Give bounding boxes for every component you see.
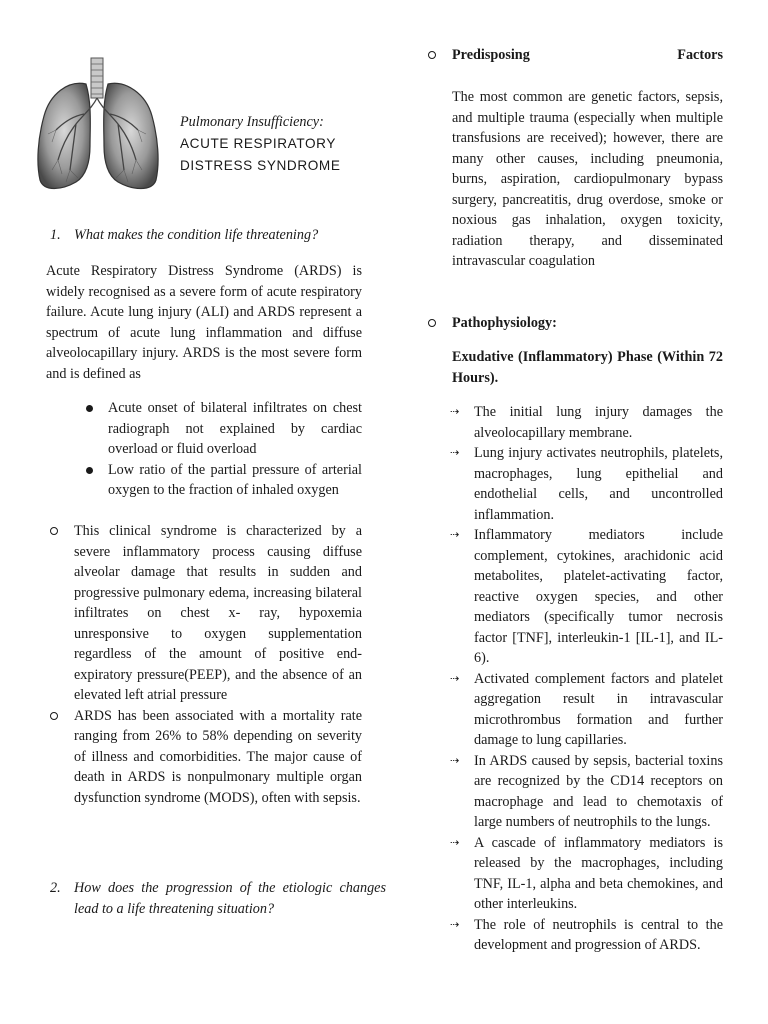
question-2-number: 2. [50, 880, 61, 896]
point-text: This clinical syndrome is characterized by a severe inflammatory process causing diffuse alveolar damage that results in sudden and progressive pulmonary edema, increasing bilateral infiltrates on chest x- ray, hypoxemia unresponsive to oxygen supplementation regardless of the amount of positive end-expiratory pressure(PEEP), and the absence of an elevated left atrial pressure [74, 523, 362, 703]
hollow-circle-bullet-icon [50, 527, 58, 535]
lungs-illustration [28, 50, 168, 200]
hollow-circle-bullet-icon [428, 319, 436, 327]
dashed-arrow-icon: ⇢ [450, 528, 460, 541]
predisposing-paragraph: The most common are genetic factors, sepsis, and multiple trauma (especially when multiple transfusions are received); however, there are many other causes, including pneumonia, burns, aspiration, cardiopulmonary bypass surgery, pancreatitis, drug overdose, smoke or noxious gas inhalation, oxygen toxicity, radiation therapy, and disseminated intravascular coagulation [452, 89, 723, 269]
bullet-text: Acute onset of bilateral infiltrates on chest radiograph not explained by cardiac overload or fluid overload [108, 400, 362, 457]
arrow-item-text: Lung injury activates neutrophils, platelets, macrophages, lung epithelial and endothelial cells, and uncontrolled inflammation. [474, 445, 723, 523]
filled-circle-bullet-icon [86, 467, 93, 474]
predisposing-word-1: Predisposing [452, 47, 530, 63]
point-text: ARDS has been associated with a mortality rate ranging from 26% to 58% depending on severity of illness and comorbidities. The major cause of death in ARDS is nonpulmonary multiple organ dysfunction syndrome (MODS), often with sepsis. [74, 707, 362, 806]
list-item [450, 402, 723, 443]
dashed-arrow-icon: ⇢ [450, 405, 460, 418]
bullet-text: Low ratio of the partial pressure of arterial oxygen to the fraction of inhaled oxygen [108, 461, 362, 498]
predisposing-word-2: Factors [677, 47, 723, 63]
arrow-item-text: The role of neutrophils is central to the development and progression of ARDS. [474, 916, 723, 953]
list-item [450, 525, 723, 669]
list-item [450, 443, 723, 525]
arrow-item-text: Activated complement factors and platelet aggregation result in intravascular microthrombus formation and further damage to lung capillaries. [474, 670, 723, 748]
dashed-arrow-icon: ⇢ [450, 446, 460, 459]
arrow-item-text: A cascade of inflammatory mediators is released by the macrophages, including TNF, IL-1, alpha and beta chemokines, and other interleukins. [474, 834, 723, 912]
arrow-item-text: In ARDS caused by sepsis, bacterial toxins are recognized by the CD14 receptors on macrophage and lead to chemotaxis of large numbers of neutrophils to the lungs. [474, 752, 723, 830]
document-title [180, 133, 380, 177]
dashed-arrow-icon: ⇢ [450, 753, 460, 767]
pathophysiology-heading [426, 313, 723, 334]
pathophysiology-arrow-list [450, 402, 723, 956]
list-item [80, 460, 362, 501]
dashed-arrow-icon: ⇢ [450, 835, 460, 849]
predisposing-heading [426, 45, 723, 66]
intro-paragraph: Acute Respiratory Distress Syndrome (ARDS) is widely recognised as a severe form of acute respiratory failure. Acute lung injury (ALI) and ARDS represent a spectrum of acute lung inflammation and diffuse alveolocapillary injury. ARDS is the most severe form and is defined as [46, 263, 362, 382]
filled-circle-bullet-icon [86, 405, 93, 412]
question-1-number: 1. [50, 227, 61, 243]
dashed-arrow-icon: ⇢ [450, 917, 460, 931]
pathophysiology-heading-text: Pathophysiology: [452, 315, 557, 331]
list-item [80, 398, 362, 460]
hollow-circle-bullet-icon [50, 712, 58, 720]
question-1 [50, 225, 394, 246]
list-item [46, 521, 362, 706]
document-subtitle: Pulmonary Insufficiency: [180, 114, 324, 130]
list-item [450, 751, 723, 833]
list-item [450, 833, 723, 915]
title-block [180, 112, 380, 177]
question-2-text: How does the progression of the etiologic changes lead to a life threatening situation? [74, 880, 386, 917]
dashed-arrow-icon: ⇢ [450, 671, 460, 685]
title-line-2: DISTRESS SYNDROME [180, 158, 341, 173]
question-2 [50, 878, 386, 919]
list-item [450, 669, 723, 751]
hollow-circle-bullet-icon [428, 51, 436, 59]
title-line-1: ACUTE RESPIRATORY [180, 136, 336, 151]
arrow-item-text: Inflammatory mediators include complement, cytokines, arachidonic acid metabolites, platelet-activating factor, reactive oxygen species, and other mediators (specifically tumor necrosis factor [TNF], interleukin-1 [IL-1], and IL-6). [474, 527, 723, 666]
question-1-text: What makes the condition life threatening? [74, 227, 319, 243]
list-item [450, 915, 723, 956]
arrow-item-text: The initial lung injury damages the alveolocapillary membrane. [474, 404, 723, 441]
clinical-points-list [46, 521, 362, 808]
phase-heading: Exudative (Inflammatory) Phase (Within 72 Hours). [452, 349, 723, 386]
list-item [46, 706, 362, 809]
definition-bullet-list [80, 398, 362, 501]
